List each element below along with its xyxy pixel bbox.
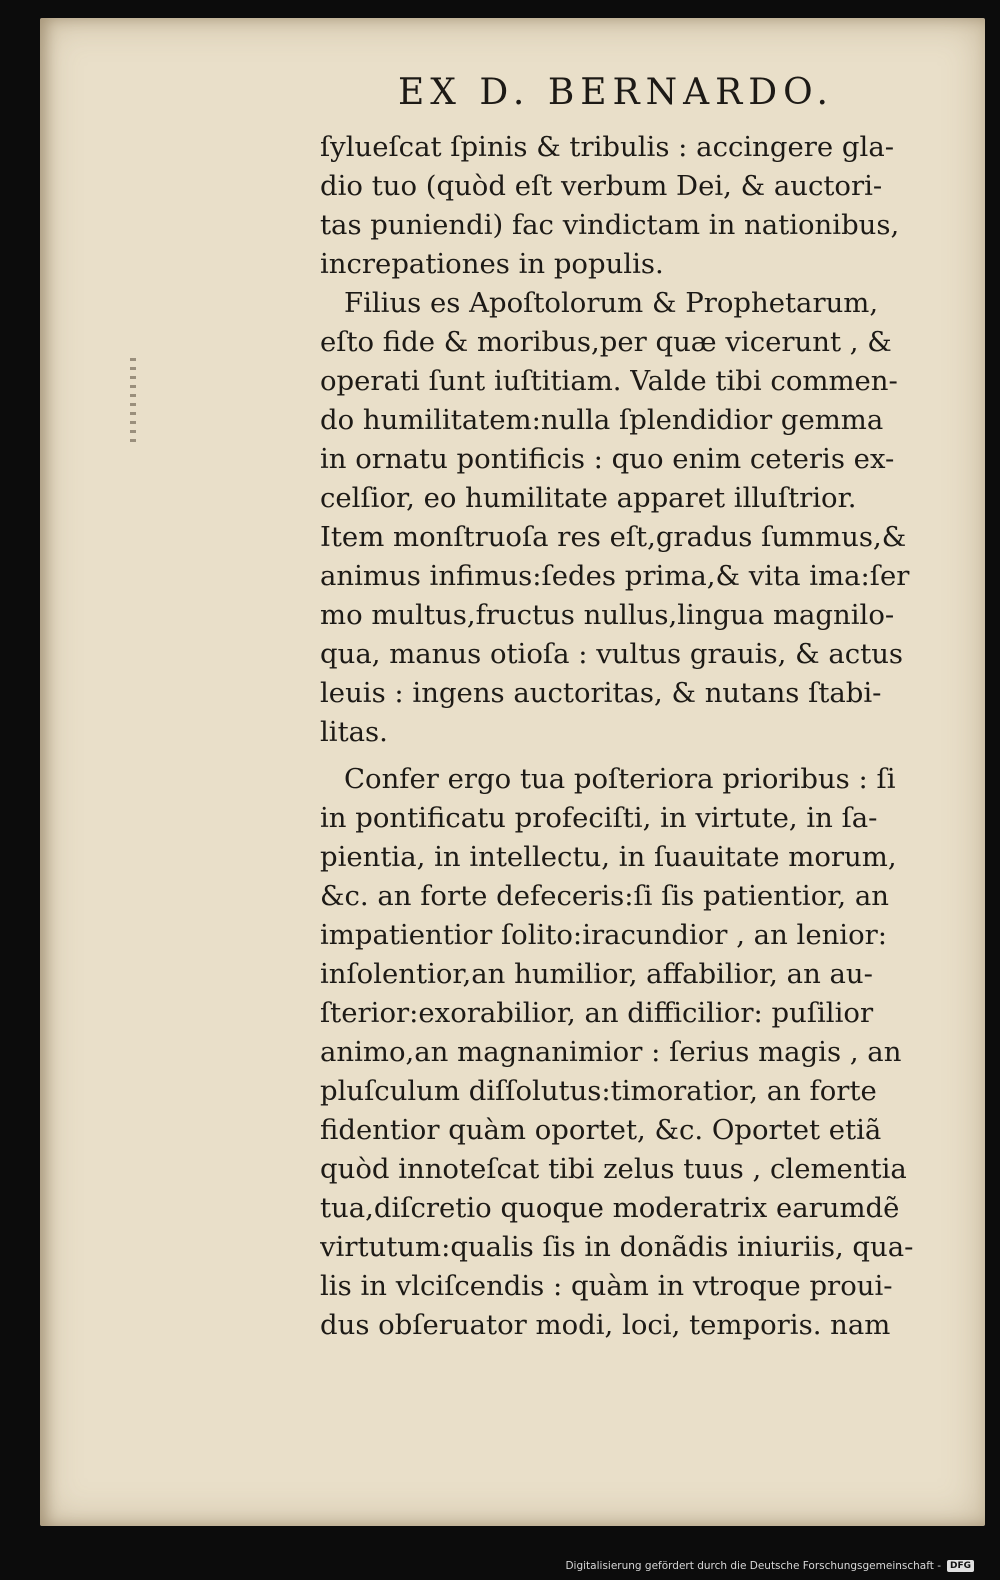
text-line: impatientior ſolito:iracundior , an lenior: — [320, 919, 888, 951]
text-line: in pontificatu profeciſti, in virtute, in ſa- — [320, 802, 878, 834]
footer-credit-text: Digitalisierung gefördert durch die Deutsche Forschungsgemeinschaft - — [565, 1560, 941, 1572]
text-line: pientia, in intellectu, in ſuauitate morum, — [320, 841, 897, 873]
text-line: operati ſunt iuſtitiam. Valde tibi commen- — [320, 365, 898, 397]
margin-mark — [130, 358, 136, 446]
paragraph-3 — [320, 760, 940, 1345]
text-line: Filius es Apoſtolorum & Prophetarum, — [344, 287, 879, 319]
text-line: dus obſeruator modi, loci, temporis. nam — [320, 1309, 891, 1341]
text-line: eſto fide & moribus,per quæ vicerunt , & — [320, 326, 892, 358]
text-line: Confer ergo tua poſteriora prioribus : ſi — [344, 763, 896, 795]
text-line: animo,an magnanimior : ſerius magis , an — [320, 1036, 902, 1068]
text-line: in ornatu pontificis : quo enim ceteris ex- — [320, 443, 895, 475]
text-line: ſterior:exorabilior, an difficilior: puſilior — [320, 997, 874, 1029]
text-line: leuis : ingens auctoritas, & nutans ſtabi- — [320, 677, 882, 709]
text-line: celſior, eo humilitate apparet illuſtrior. — [320, 482, 857, 514]
text-line: tas puniendi) fac vindictam in nationibus, — [320, 209, 900, 241]
paragraph-gap — [320, 752, 940, 760]
text-line: lis in vlciſcendis : quàm in vtroque proui- — [320, 1270, 893, 1302]
text-line: do humilitatem:nulla ſplendidior gemma — [320, 404, 884, 436]
running-head: EX D. BERNARDO. — [398, 72, 834, 113]
text-line: ſylueſcat ſpinis & tribulis : accingere gla- — [320, 131, 895, 163]
text-line: Item monſtruoſa res eſt,gradus ſummus,& — [320, 521, 907, 553]
text-line: animus infimus:ſedes prima,& vita ima:ſer — [320, 560, 910, 592]
text-line: litas. — [320, 716, 388, 748]
text-line: pluſculum diſſolutus:timoratior, an forte — [320, 1075, 877, 1107]
text-line: tua,diſcretio quoque moderatrix earumdẽ — [320, 1192, 900, 1224]
text-line: increpationes in populis. — [320, 248, 664, 280]
page-body — [320, 128, 940, 1345]
text-line: inſolentior,an humilior, affabilior, an au- — [320, 958, 873, 990]
text-line: mo multus,fructus nullus,lingua magnilo- — [320, 599, 895, 631]
text-line: quòd innoteſcat tibi zelus tuus , clementia — [320, 1153, 907, 1185]
dfg-logo-icon: DFG — [947, 1560, 974, 1572]
text-line: qua, manus otioſa : vultus grauis, & actus — [320, 638, 904, 670]
paragraph-1 — [320, 128, 940, 284]
text-line: fidentior quàm oportet, &c. Oportet etiã — [320, 1114, 882, 1146]
paragraph-2 — [320, 284, 940, 752]
digitization-footer — [565, 1558, 974, 1574]
text-line: virtutum:qualis ſis in donãdis iniuriis, qua- — [320, 1231, 914, 1263]
text-line: dio tuo (quòd eſt verbum Dei, & auctori- — [320, 170, 883, 202]
text-line: &c. an forte defeceris:ſi ſis patientior, an — [320, 880, 889, 912]
